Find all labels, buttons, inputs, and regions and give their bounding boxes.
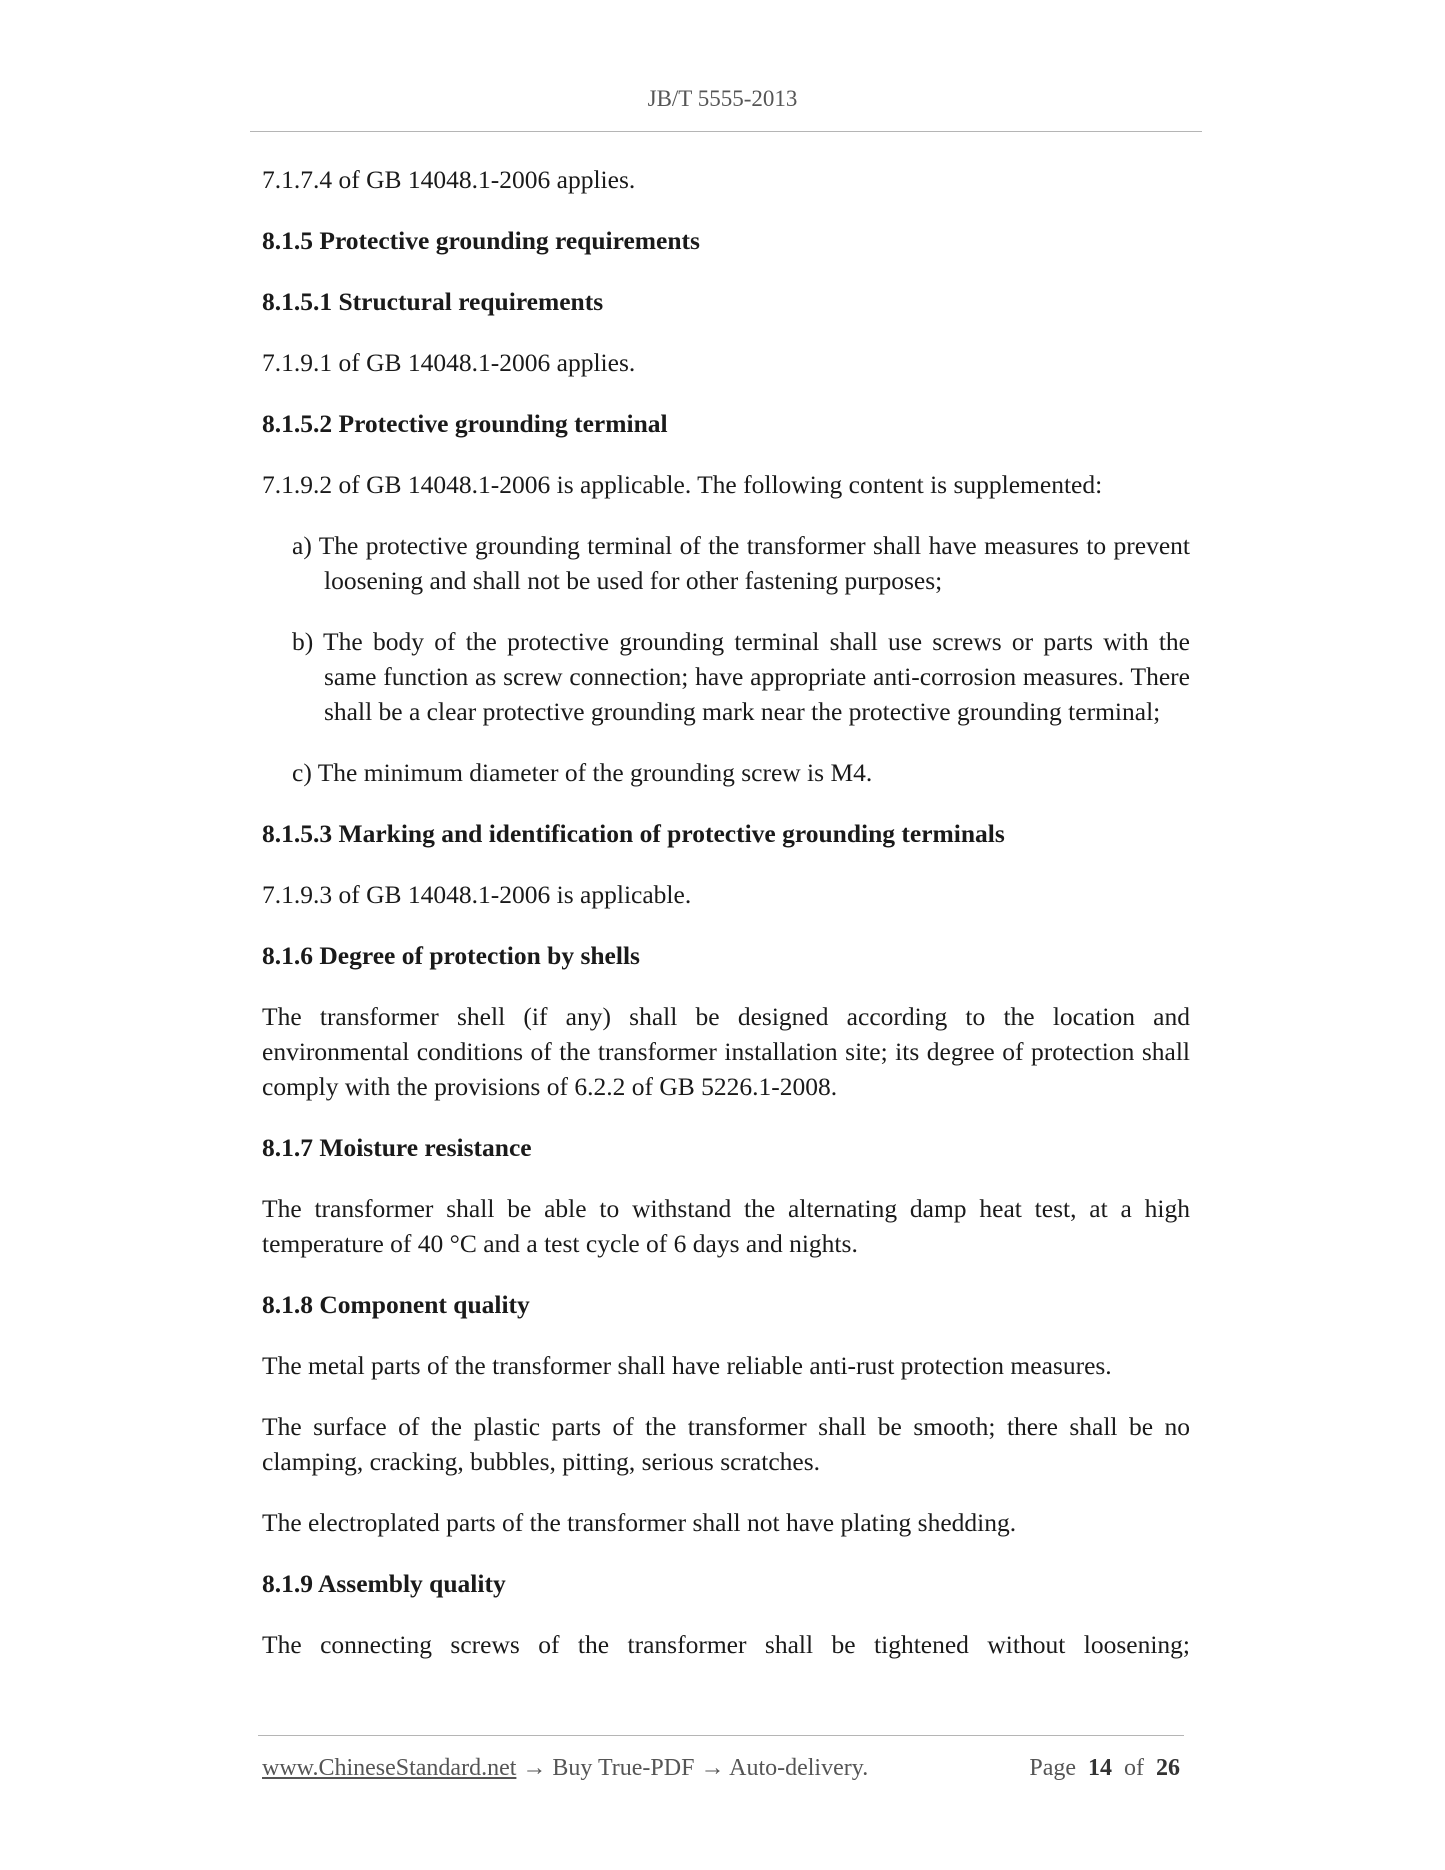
- page-number: [1029, 1755, 1180, 1782]
- section-heading: 8.1.8 Component quality: [262, 1290, 530, 1319]
- section-heading: 8.1.6 Degree of protection by shells: [262, 941, 640, 970]
- paragraph: 7.1.9.1 of GB 14048.1-2006 applies.: [262, 348, 636, 377]
- page-of-label: of: [1124, 1755, 1144, 1781]
- paragraph: 7.1.7.4 of GB 14048.1-2006 applies.: [262, 165, 636, 194]
- header-divider: [250, 131, 1202, 132]
- section-heading: 8.1.7 Moisture resistance: [262, 1133, 532, 1162]
- page-body: [262, 162, 1190, 1662]
- website-link[interactable]: www.ChineseStandard.net: [262, 1755, 517, 1781]
- list-item: c) The minimum diameter of the grounding screw is M4.: [292, 758, 873, 787]
- paragraph: The surface of the plastic parts of the transformer shall be smooth; there shall be no clamping, cracking, bubbles, pitting, serious scratches.: [262, 1412, 1190, 1476]
- paragraph: 7.1.9.3 of GB 14048.1-2006 is applicable.: [262, 880, 692, 909]
- section-heading: 8.1.5.3 Marking and identification of protective grounding terminals: [262, 819, 1005, 848]
- paragraph: The connecting screws of the transformer shall be tightened without loosening;: [262, 1630, 1190, 1659]
- footer-divider: [258, 1735, 1184, 1736]
- section-heading: 8.1.9 Assembly quality: [262, 1569, 506, 1598]
- list-item: b) The body of the protective grounding terminal shall use screws or parts with the same function as screw connection; have appropriate anti-corrosion measures. There shall be a clear protective grounding mark near the protective grounding terminal;: [292, 627, 1190, 726]
- footer-promo: [262, 1755, 868, 1782]
- footer-promo-text: → Buy True-PDF → Auto-delivery.: [516, 1755, 869, 1781]
- paragraph: The transformer shall be able to withstand the alternating damp heat test, at a high temperature of 40 °C and a test cycle of 6 days and nights.: [262, 1194, 1190, 1258]
- paragraph: The electroplated parts of the transformer shall not have plating shedding.: [262, 1508, 1017, 1537]
- paragraph: 7.1.9.2 of GB 14048.1-2006 is applicable. The following content is supplemented:: [262, 470, 1103, 499]
- paragraph: The transformer shell (if any) shall be designed according to the location and environmental conditions of the transformer installation site; its degree of protection shall comply with the provisions of 6.2.2 of GB 5226.1-2008.: [262, 1002, 1190, 1101]
- page-current: 14: [1088, 1755, 1112, 1781]
- list-item: a) The protective grounding terminal of the transformer shall have measures to prevent loosening and shall not be used for other fastening purposes;: [292, 531, 1190, 595]
- section-heading: 8.1.5.1 Structural requirements: [262, 287, 604, 316]
- page-total: 26: [1156, 1755, 1180, 1781]
- section-heading: 8.1.5.2 Protective grounding terminal: [262, 409, 668, 438]
- paragraph: The metal parts of the transformer shall have reliable anti-rust protection measures.: [262, 1351, 1112, 1380]
- running-header: JB/T 5555-2013: [647, 86, 798, 111]
- page-label: Page: [1029, 1755, 1076, 1781]
- section-heading: 8.1.5 Protective grounding requirements: [262, 226, 700, 255]
